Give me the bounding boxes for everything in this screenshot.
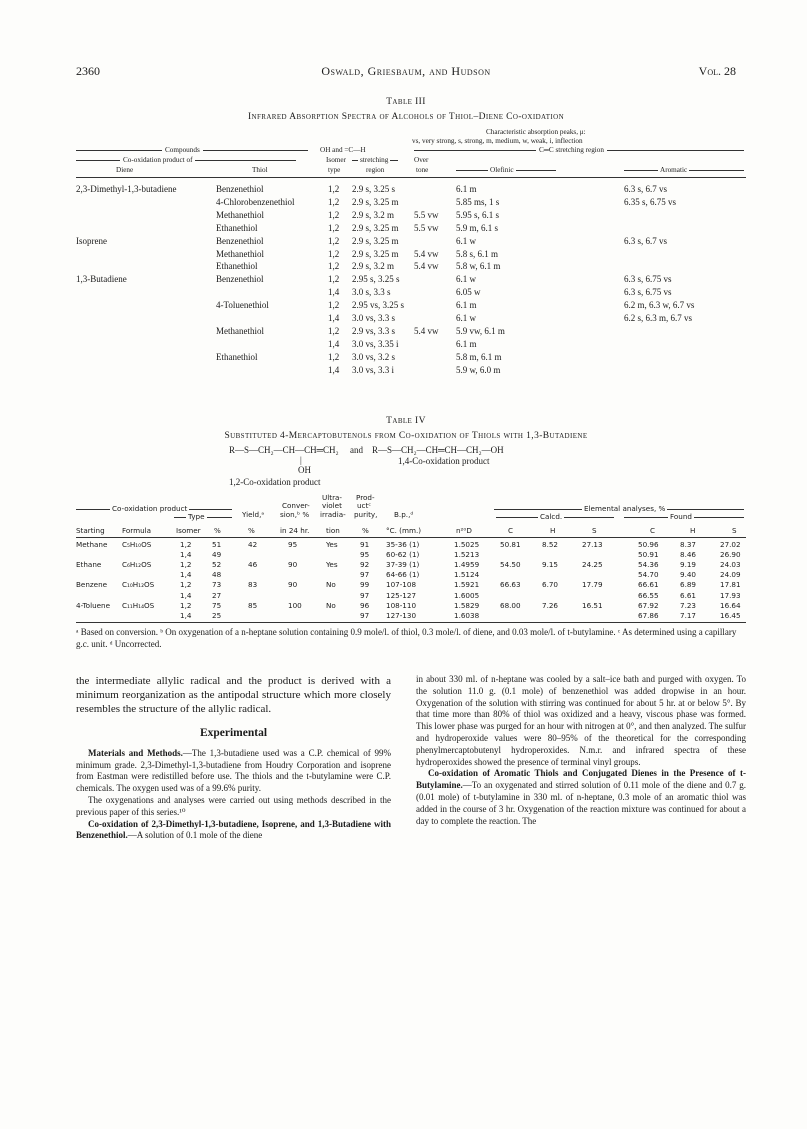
t3-h-stretching: stretching — [360, 156, 389, 164]
t3-cell-olef: 5.8 s, 6.1 m — [456, 248, 499, 259]
formula-and: and — [350, 445, 363, 455]
t3-cell-isomer: 1,4 — [328, 364, 340, 375]
t4-h-purity-2: uctᶜ — [357, 501, 371, 510]
t4-cell-nd: 1.6005 — [454, 590, 480, 600]
table-row — [76, 560, 746, 570]
table-row — [76, 365, 746, 376]
t3-cell-oh: 2.9 s, 3.25 m — [352, 222, 399, 233]
t4-cell-fh: 7.17 — [680, 610, 697, 620]
t4-cell-purity: 96 — [360, 600, 370, 610]
t4-cell-conv: 90 — [288, 580, 298, 590]
t3-cell-oh: 2.9 vs, 3.3 s — [352, 325, 396, 336]
t4-cell-ch: 8.52 — [542, 540, 559, 549]
t4-cell-fh: 9.19 — [680, 560, 697, 570]
t3-h-compounds: Compounds — [162, 146, 203, 154]
t4-cell-iso: 1,4 — [180, 590, 192, 600]
t3-peaks-note-1: Characteristic absorption peaks, μ: — [486, 128, 586, 136]
t4-cell-purity: 97 — [360, 610, 370, 620]
t3-cell-arom: 6.35 s, 6.75 vs — [624, 196, 677, 207]
t4-cell-purity: 91 — [360, 540, 370, 549]
t3-cell-thiol: Methanethiol — [216, 209, 264, 220]
t4-cell-bp: 107-108 — [386, 580, 417, 590]
t4-h-elem: Elemental analyses, % — [584, 504, 666, 513]
t3-cell-arom: 6.3 s, 6.75 vs — [624, 274, 672, 285]
t3-h-isomer: Isomer — [326, 156, 346, 164]
t4-h-found-h: H — [690, 526, 696, 535]
t4-h-coox: Co-oxidation product — [112, 504, 188, 513]
t4-h-found-c: C — [650, 526, 656, 535]
table-row — [76, 249, 746, 260]
t3-h-coox: Co-oxidation product of — [120, 156, 195, 164]
t4-cell-iso: 1,2 — [180, 580, 192, 590]
t3-cell-isomer: 1,2 — [328, 261, 340, 272]
aromatic-paragraph — [416, 768, 746, 827]
right-column — [416, 674, 746, 827]
experimental-heading: Experimental — [199, 727, 268, 739]
t4-cell-fh: 8.46 — [680, 550, 697, 560]
table-row — [76, 300, 746, 311]
t3-cell-olef: 6.1 m — [456, 184, 477, 194]
aromatic-text: —To an oxygenated and stirred solution of 0.11 mole of the diene and 0.7 g. (0.01 mole) of t-butylamine in 330 ml. of n-heptane, 0.3 mole of an aromatic thiol was added in the course of 3 hr. Oxygenation of the reaction mixture was continued for about a day to complete the reaction. The — [416, 780, 746, 826]
table-row — [76, 339, 746, 350]
t4-h-yield-pct: % — [248, 526, 255, 535]
t3-cell-diene: 2,3-Dimethyl-1,3-butadiene — [76, 184, 177, 194]
t4-cell-fh: 6.61 — [680, 590, 697, 600]
t3-h-thiol: Thiol — [252, 166, 268, 174]
coox-title: Co-oxidation of 2,3-Dimethyl-1,3-butadiene, Isoprene, and 1,3-Butadiene with Benzenethiol. — [76, 818, 391, 841]
coox-text: —A solution of 0.1 mole of the diene — [127, 830, 263, 841]
t4-h-bp-2: °C. (mm.) — [386, 526, 422, 535]
t4-cell-bp: 64-66 (1) — [386, 570, 420, 580]
t4-cell-bp: 60-62 (1) — [386, 550, 420, 560]
t4-cell-fh: 9.40 — [680, 570, 697, 580]
t4-cell-cc: 50.81 — [500, 540, 521, 549]
table-row — [76, 236, 746, 247]
t3-h-cc: C═C stretching region — [536, 146, 607, 154]
t4-h-conv-1: Conver- — [282, 501, 310, 510]
materials-text: —The 1,3-butadiene used was a C.P. chemical of 99% minimum grade. 2,3-Dimethyl-1,3-butadiene from Houdry Corporation and isoprene from Eastman were redistilled before use. The thiols and the t-butylamine were C.P. chemicals. The oxygen used was of a 99.6% purity. — [76, 747, 391, 794]
table-row — [76, 352, 746, 363]
t4-cell-fs: 17.81 — [720, 580, 741, 590]
t4-cell-pct: 52 — [212, 560, 222, 570]
t3-cell-arom: 6.3 s, 6.7 vs — [624, 235, 668, 246]
t4-cell-formula: C₆H₁₂OS — [122, 560, 152, 570]
t4-cell-nd: 1.4959 — [454, 560, 480, 570]
materials-paragraph — [76, 748, 391, 795]
t4-cell-pct: 25 — [212, 610, 222, 620]
t3-cell-oh: 3.0 s, 3.3 s — [352, 287, 391, 298]
table-row — [76, 274, 746, 285]
t4-cell-ch: 7.26 — [542, 600, 559, 610]
t4-h-conv-2: sion,ᵇ % — [280, 510, 310, 519]
t4-h-calcd-h: H — [550, 526, 556, 535]
t4-cell-nd: 1.5124 — [454, 570, 480, 580]
t3-cell-isomer: 1,2 — [328, 184, 340, 194]
t4-cell-bp: 35-36 (1) — [386, 540, 420, 549]
t4-cell-cc: 66.63 — [500, 580, 521, 590]
t3-cell-over: 5.5 vw — [414, 222, 439, 233]
t3-header-bottom-rule — [76, 177, 746, 178]
t3-cell-arom: 6.2 s, 6.3 m, 6.7 vs — [624, 313, 693, 323]
t4-cell-nd: 1.5829 — [454, 600, 480, 610]
t4-h-calcd-c: C — [508, 526, 514, 535]
t3-cell-diene: Isoprene — [76, 235, 107, 246]
label-14: 1,4-Co-oxidation product — [398, 456, 490, 466]
t3-h-ohch: OH and =C—H — [320, 146, 366, 154]
t4-cell-start: 4-Toluene — [76, 600, 111, 610]
t3-cell-oh: 3.0 vs, 3.3 i — [352, 364, 395, 375]
t4-cell-fs: 27.02 — [720, 540, 741, 549]
oxygenations-paragraph: The oxygenations and analyses were carried out using methods described in the previous paper of this series.¹⁰ — [76, 794, 391, 817]
t4-h-calcd: Calcd. — [540, 512, 563, 521]
t3-cell-olef: 5.8 w, 6.1 m — [456, 261, 501, 272]
t3-cell-thiol: Ethanethiol — [216, 351, 258, 362]
t3-cell-oh: 2.9 s, 3.2 m — [352, 261, 395, 272]
t3-cell-isomer: 1,2 — [328, 274, 340, 285]
t3-peaks-note-2: vs, very strong, s, strong, m, medium, w, weak, i, inflection — [412, 137, 583, 145]
t4-cell-bp: 37-39 (1) — [386, 560, 420, 570]
t4-cell-nd: 1.5025 — [454, 540, 480, 549]
t4-cell-cs: 17.79 — [582, 580, 603, 590]
t4-cell-pct: 48 — [212, 570, 222, 580]
t3-cell-arom: 6.3 s, 6.75 vs — [624, 287, 672, 298]
t4-cell-purity: 99 — [360, 580, 370, 590]
t4-cell-fs: 24.03 — [720, 560, 741, 570]
t4-h-type: Type — [188, 512, 205, 521]
t4-cell-fs: 24.09 — [720, 570, 741, 580]
t3-cell-olef: 5.9 vw, 6.1 m — [456, 325, 505, 336]
t3-cell-oh: 2.95 s, 3.25 s — [352, 274, 400, 285]
t4-h-found: Found — [670, 512, 692, 521]
t3-cell-olef: 5.95 s, 6.1 s — [456, 209, 500, 220]
coox-paragraph — [76, 819, 391, 843]
t4-cell-fc: 50.91 — [638, 550, 659, 560]
t4-cell-fc: 50.96 — [638, 540, 659, 549]
t3-cell-thiol: Methanethiol — [216, 248, 264, 259]
t4-cell-uv: No — [326, 580, 336, 590]
t3-cell-oh: 2.9 s, 3.25 m — [352, 248, 399, 259]
t3-cell-olef: 6.1 w — [456, 235, 476, 246]
t3-cell-isomer: 1,2 — [328, 325, 340, 336]
t4-cell-start: Methane — [76, 540, 108, 549]
right-paragraph-1: in about 330 ml. of n-heptane was cooled by a salt–ice bath and purged with oxygen. To the solution 11.0 g. (0.1 mole) of benzenethiol was added dropwise in an hour. Oxygenation of the solution with stirring was continued for about 5 hr. at or below 5°. By that time more than 80% of thiol was oxidized and a heavy, viscous phase was formed. This lower phase was purged for an hour with nitrogen at 0°, and then analyzed. The sulfur and hydroperoxide values were 80–95% of the theoretical for the corresponding phenylmercaptobutenyl hydroperoxides. N.m.r. and infrared spectra of these hydroperoxides showed the presence of terminal vinyl groups. — [416, 674, 746, 767]
t3-cell-oh: 3.0 vs, 3.3 s — [352, 313, 396, 323]
t4-cell-conv: 95 — [288, 540, 298, 549]
formula-bond: | — [300, 455, 302, 465]
t3-cell-isomer: 1,2 — [328, 222, 340, 233]
table4-label: Table IV — [386, 416, 426, 426]
t4-cell-conv: 90 — [288, 560, 298, 570]
t3-cell-olef: 6.05 w — [456, 287, 481, 298]
t3-cell-isomer: 1,2 — [328, 209, 340, 220]
t3-cell-isomer: 1,2 — [328, 248, 340, 259]
t4-cell-fc: 67.86 — [638, 610, 659, 620]
t3-cell-olef: 6.1 m — [456, 338, 477, 349]
t3-cell-oh: 3.0 vs, 3.35 i — [352, 338, 399, 349]
t4-h-formula: Formula — [122, 526, 152, 535]
t4-cell-purity: 97 — [360, 590, 370, 600]
table-row — [76, 611, 746, 621]
t4-cell-iso: 1,4 — [180, 550, 192, 560]
t3-cell-over: 5.4 vw — [414, 248, 439, 259]
label-12: 1,2-Co-oxidation product — [229, 477, 321, 487]
t3-cell-isomer: 1,2 — [328, 351, 340, 362]
t4-h-nd: n²⁰D — [456, 526, 472, 535]
t3-h-aromatic: Aromatic — [660, 166, 688, 174]
t3-h-tone: tone — [416, 166, 429, 174]
formula-12: R—S—CH₂—CH—CH═CH₂ — [229, 445, 339, 455]
t4-cell-fc: 67.92 — [638, 600, 659, 610]
t3-cell-over: 5.4 vw — [414, 325, 439, 336]
t4-cell-cs: 27.13 — [582, 540, 603, 549]
t4-h-found-s: S — [732, 526, 737, 535]
running-authors: Oswald, Griesbaum, and Hudson — [321, 64, 491, 78]
table4-title: Substituted 4-Mercaptobutenols from Co-oxidation of Thiols with 1,3-Butadiene — [224, 431, 588, 441]
t4-cell-fs: 16.45 — [720, 610, 741, 620]
table-row — [76, 540, 746, 550]
table-row — [76, 210, 746, 221]
t4-cell-fs: 17.93 — [720, 590, 741, 600]
t4-cell-iso: 1,2 — [180, 600, 192, 610]
t4-h-isomer: Isomer — [176, 526, 201, 535]
t4-cell-pct: 73 — [212, 580, 222, 590]
formula-oh: OH — [298, 465, 311, 475]
t4-cell-cs: 16.51 — [582, 600, 603, 610]
t3-cell-oh: 3.0 vs, 3.2 s — [352, 351, 396, 362]
t4-cell-yield: 46 — [248, 560, 258, 570]
t4-cell-purity: 97 — [360, 570, 370, 580]
t4-cell-formula: C₁₀H₁₂OS — [122, 580, 155, 590]
t4-cell-fc: 66.61 — [638, 580, 659, 590]
t4-cell-iso: 1,4 — [180, 570, 192, 580]
t3-h-olefinic: Olefinic — [490, 166, 514, 174]
page-number: 2360 — [76, 64, 100, 78]
t4-cell-bp: 108-110 — [386, 600, 417, 610]
t4-h-yield: Yield,ᵃ — [242, 510, 265, 519]
t4-cell-fc: 66.55 — [638, 590, 659, 600]
t4-bottom-rule — [76, 622, 746, 623]
t4-h-purity-4: % — [362, 526, 369, 535]
t4-cell-cc: 54.50 — [500, 560, 521, 570]
t3-cell-oh: 2.9 s, 3.25 s — [352, 184, 396, 194]
t4-h-uv-1: Ultra- — [322, 493, 343, 502]
t4-cell-bp: 125-127 — [386, 590, 417, 600]
t4-h-uv-3: irradia- — [320, 510, 346, 519]
t3-cell-isomer: 1,4 — [328, 287, 340, 298]
t4-cell-nd: 1.6038 — [454, 610, 480, 620]
t4-cell-iso: 1,2 — [180, 540, 192, 549]
t4-cell-yield: 85 — [248, 600, 258, 610]
t4-cell-cs: 24.25 — [582, 560, 603, 570]
t3-cell-oh: 2.9 s, 3.25 m — [352, 196, 399, 207]
t4-h-uv-4: tion — [326, 526, 340, 535]
t4-cell-purity: 95 — [360, 550, 370, 560]
t3-cell-over: 5.5 vw — [414, 209, 439, 220]
t4-cell-nd: 1.5213 — [454, 550, 480, 560]
t3-cell-isomer: 1,2 — [328, 196, 340, 207]
t4-cell-purity: 92 — [360, 560, 370, 570]
table-row — [76, 184, 746, 195]
table-row — [76, 223, 746, 234]
intro-paragraph: the intermediate allylic radical and the product is derived with a minimum reorganization as the antipodal structure which more closely resembles the structure of the allylic radical. — [76, 675, 391, 715]
t4-h-starting: Starting — [76, 526, 105, 535]
table-row — [76, 580, 746, 590]
t4-cell-ch: 9.15 — [542, 560, 559, 570]
t4-h-purity-1: Prod- — [356, 493, 375, 502]
t4-h-bp-1: B.p.,ᵈ — [394, 510, 414, 519]
table-row — [76, 326, 746, 337]
t4-cell-start: Ethane — [76, 560, 102, 570]
t4-cell-conv: 100 — [288, 600, 302, 610]
t3-cell-olef: 6.1 w — [456, 313, 476, 323]
t4-cell-pct: 27 — [212, 590, 222, 600]
t4-cell-fs: 26.90 — [720, 550, 741, 560]
t3-cell-thiol: Methanethiol — [216, 325, 264, 336]
t4-cell-iso: 1,2 — [180, 560, 192, 570]
t3-cell-isomer: 1,2 — [328, 235, 340, 246]
t3-cell-thiol: Ethanethiol — [216, 222, 258, 233]
aromatic-title: Co-oxidation of Aromatic Thiols and Conjugated Dienes in the Presence of t-Butylamine. — [416, 768, 746, 791]
t4-h-conv-3: in 24 hr. — [280, 526, 310, 535]
t3-cell-isomer: 1,4 — [328, 313, 340, 323]
t3-cell-over: 5.4 vw — [414, 261, 439, 272]
t3-cell-thiol: Benzenethiol — [216, 184, 264, 194]
t3-cell-diene: 1,3-Butadiene — [76, 274, 127, 285]
t3-h-type: type — [328, 166, 341, 174]
t3-h-over: Over — [414, 156, 429, 164]
t3-cell-olef: 6.1 m — [456, 300, 477, 311]
t4-cell-fs: 16.64 — [720, 600, 741, 610]
t3-cell-thiol: Ethanethiol — [216, 261, 258, 272]
t4-cell-fc: 54.36 — [638, 560, 659, 570]
t4-h-purity-3: purity, — [354, 510, 378, 519]
t3-cell-olef: 5.8 m, 6.1 m — [456, 351, 502, 362]
t4-cell-bp: 127-130 — [386, 610, 417, 620]
t4-cell-uv: No — [326, 600, 336, 610]
table-row — [76, 570, 746, 580]
table-row — [76, 261, 746, 272]
t4-cell-fc: 54.70 — [638, 570, 659, 580]
table3-title: Infrared Absorption Spectra of Alcohols of Thiol–Diene Co-oxidation — [247, 112, 565, 122]
t3-cell-thiol: 4-Chlorobenzenethiol — [216, 196, 295, 207]
t3-cell-olef: 5.9 w, 6.0 m — [456, 364, 501, 375]
t4-cell-pct: 51 — [212, 540, 222, 549]
t3-cell-isomer: 1,4 — [328, 338, 340, 349]
t4-cell-start: Benzene — [76, 580, 108, 590]
formula-14: R—S—CH₂—CH═CH—CH₂—OH — [372, 445, 504, 455]
table-row — [76, 313, 746, 324]
t4-cell-yield: 83 — [248, 580, 258, 590]
t4-h-uv-2: violet — [322, 501, 342, 510]
t4-cell-cc: 68.00 — [500, 600, 521, 610]
t3-cell-arom: 6.3 s, 6.7 vs — [624, 184, 668, 194]
t3-cell-oh: 2.95 vs, 3.25 s — [352, 300, 405, 311]
t4-cell-pct: 49 — [212, 550, 222, 560]
t3-cell-thiol: Benzenethiol — [216, 274, 264, 285]
t3-cell-olef: 6.1 w — [456, 274, 476, 285]
t4-cell-nd: 1.5921 — [454, 580, 480, 590]
table-row — [76, 287, 746, 298]
t3-cell-thiol: 4-Toluenethiol — [216, 300, 269, 311]
t4-cell-uv: Yes — [326, 560, 338, 570]
t4-cell-yield: 42 — [248, 540, 258, 549]
t4-h-calcd-s: S — [592, 526, 597, 535]
table4-footnote: ᵃ Based on conversion. ᵇ On oxygenation of a n-heptane solution containing 0.9 mole/l. of thiol, 0.3 mole/l. of diene, and 0.03 mole/l. of t-butylamine. ᶜ As determined using a capillary g.c. unit. ᵈ Uncorrected. — [76, 627, 737, 649]
t3-cell-arom: 6.2 m, 6.3 w, 6.7 vs — [624, 300, 695, 311]
t3-cell-olef: 5.9 m, 6.1 s — [456, 222, 499, 233]
t3-cell-thiol: Benzenethiol — [216, 235, 264, 246]
t4-header-bottom-rule — [76, 537, 746, 538]
t4-cell-formula: C₅H₁₀OS — [122, 540, 152, 549]
t3-cell-olef: 5.85 ms, 1 s — [456, 196, 500, 207]
t4-cell-formula: C₁₁H₁₄OS — [122, 600, 155, 610]
t3-h-diene: Diene — [116, 166, 134, 174]
t3-cell-oh: 2.9 s, 3.25 m — [352, 235, 399, 246]
t4-cell-fh: 8.37 — [680, 540, 697, 549]
t4-cell-pct: 75 — [212, 600, 222, 610]
t4-h-pct: % — [214, 526, 221, 535]
table-row — [76, 591, 746, 601]
left-column — [76, 674, 391, 842]
t4-cell-ch: 6.70 — [542, 580, 559, 590]
t4-cell-fh: 6.89 — [680, 580, 697, 590]
volume-label: Vol. 28 — [698, 64, 736, 78]
table3-label: Table III — [386, 97, 426, 107]
t4-cell-iso: 1,4 — [180, 610, 192, 620]
t4-cell-fh: 7.23 — [680, 600, 697, 610]
t4-cell-uv: Yes — [326, 540, 338, 549]
t3-cell-oh: 2.9 s, 3.2 m — [352, 209, 395, 220]
table-row — [76, 601, 746, 611]
materials-title: Materials and Methods. — [88, 747, 183, 758]
t3-cell-isomer: 1,2 — [328, 300, 340, 311]
t3-h-region: region — [366, 166, 385, 174]
table-row — [76, 197, 746, 208]
table-row — [76, 550, 746, 560]
